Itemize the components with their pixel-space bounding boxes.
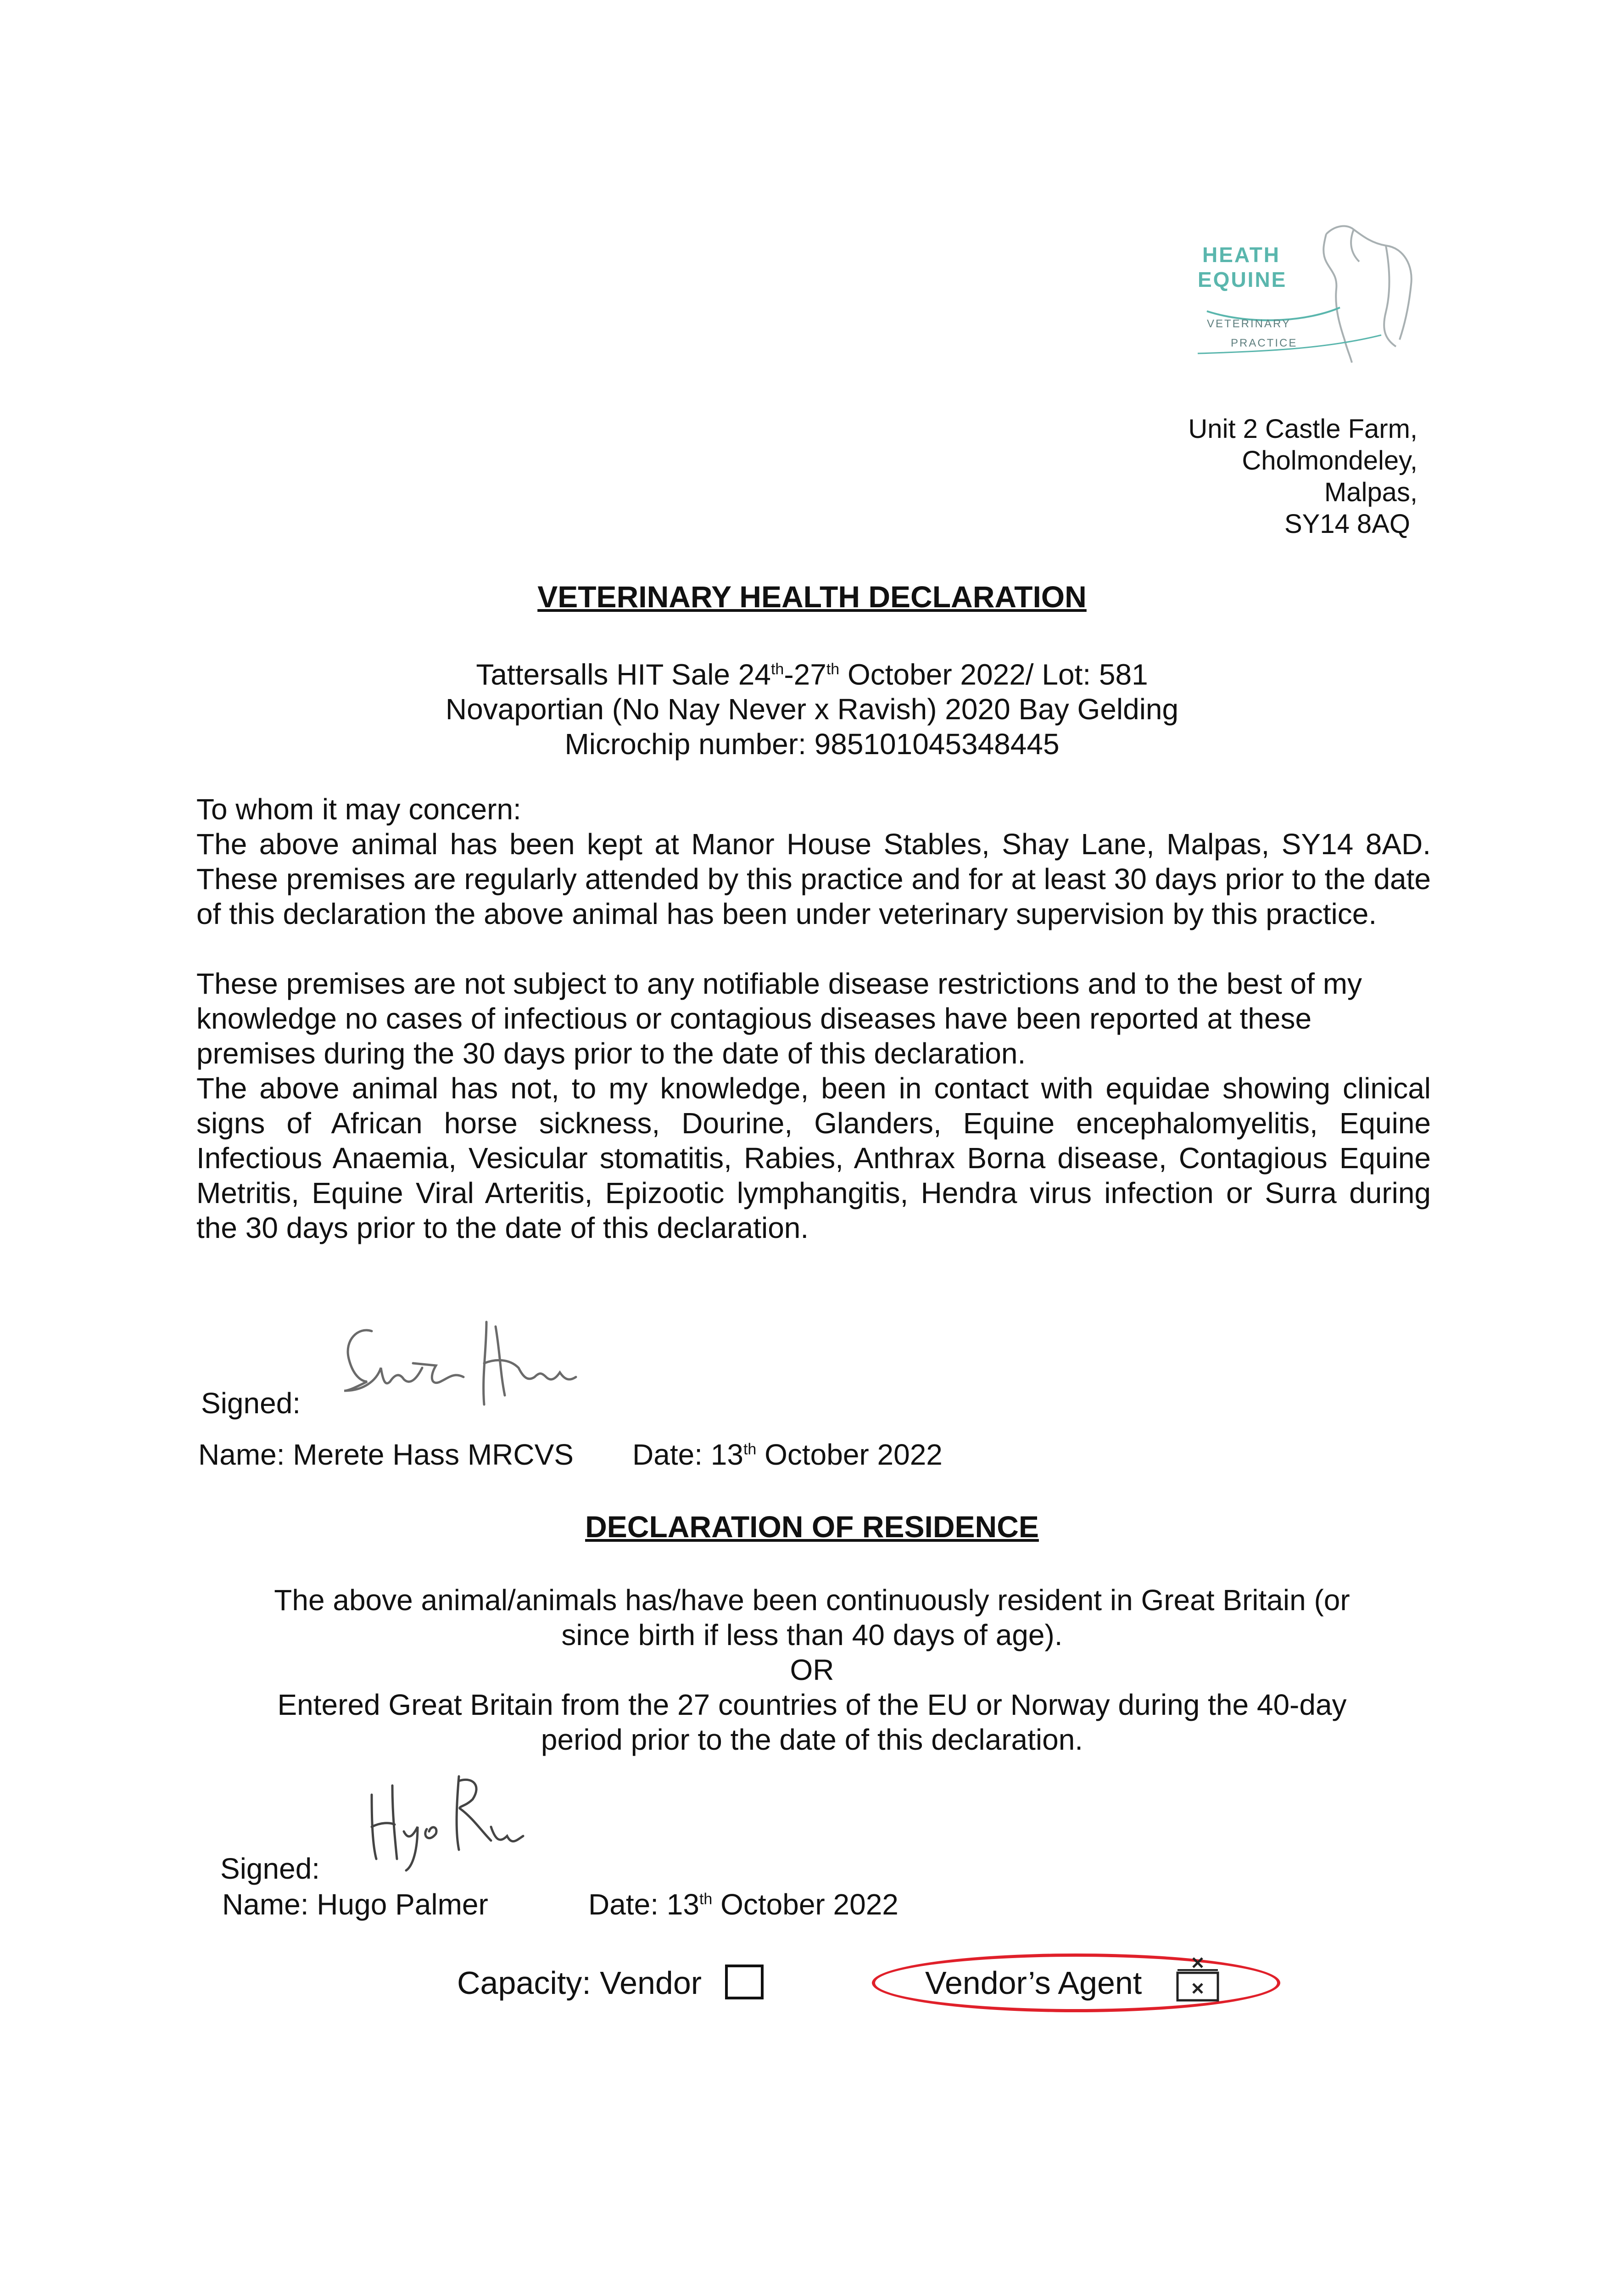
residence-or: OR xyxy=(790,1653,834,1686)
address-line: Cholmondeley, xyxy=(1242,446,1418,476)
residence-line: Entered Great Britain from the 27 countries of the EU or Norway during the 40-day xyxy=(277,1688,1347,1721)
sale-sup: th xyxy=(826,661,840,678)
sale-sup: th xyxy=(770,661,784,678)
salutation: To whom it may concern: xyxy=(196,793,521,826)
date-text: Date: 13 xyxy=(632,1438,743,1471)
date-sup: th xyxy=(743,1440,757,1458)
health-declaration-body xyxy=(196,792,1431,1245)
paragraph: The above animal has been kept at Manor House Stables, Shay Lane, Malpas, SY14 8AD. These premises are regularly attended by this practice and for at least 30 days prior to the date of this declaration the above animal has been under veterinary supervision by this practice. xyxy=(196,828,1431,930)
sale-text: -27 xyxy=(784,658,826,691)
signature-merete-hass xyxy=(330,1313,587,1414)
residence-date xyxy=(588,1887,899,1921)
sale-text: Tattersalls HIT Sale 24 xyxy=(476,658,771,691)
agent-label: Vendor’s Agent xyxy=(925,1965,1142,2001)
signature-hugo-palmer xyxy=(353,1767,528,1877)
horse-icon xyxy=(1189,216,1418,381)
capacity-label: Capacity: Vendor xyxy=(457,1965,702,2001)
vet-date xyxy=(632,1438,943,1472)
agent-checkbox[interactable] xyxy=(1173,1954,1223,2005)
date-sup: th xyxy=(699,1890,713,1908)
logo-veterinary-text: VETERINARY xyxy=(1207,318,1291,330)
vet-name: Name: Merete Hass MRCVS xyxy=(198,1438,574,1471)
residence-line: The above animal/animals has/have been continuously resident in Great Britain (or xyxy=(274,1584,1350,1617)
date-text: October 2022 xyxy=(712,1888,899,1921)
vendor-checkbox[interactable] xyxy=(725,1965,764,1999)
agent-name: Name: Hugo Palmer xyxy=(222,1888,488,1921)
paragraph: The above animal has not, to my knowledge, been in contact with equidae showing clinical signs of African horse sickness, Dourine, Glanders, Equine encephalomyelitis, Equine Infectious Anaemia, Vesicular stomatitis, Rabies, Anthrax Borna disease, Contagious Equine Metritis, Equine Viral Arteritis, Epizootic lymphangitis, Hendra virus infection or Surra during the 30 days prior to the date of this declaration. xyxy=(196,1072,1431,1244)
signed-label: Signed: xyxy=(201,1387,301,1420)
address-line: SY14 8AQ xyxy=(1284,509,1410,539)
sale-details xyxy=(0,652,1624,761)
practice-address xyxy=(1188,413,1418,540)
residence-line: since birth if less than 40 days of age). xyxy=(561,1618,1063,1651)
date-text: Date: 13 xyxy=(588,1888,699,1921)
paragraph: These premises are not subject to any notifiable disease restrictions and to the best of my knowledge no cases of infectious or contagious diseases have been reported at these premises during the 30 days prior to the date of this declaration. xyxy=(196,967,1362,1070)
horse-line: Novaportian (No Nay Never x Ravish) 2020 Bay Gelding xyxy=(445,693,1179,726)
logo-heath-text: HEATH xyxy=(1202,243,1281,267)
practice-logo xyxy=(1189,216,1418,381)
signed-label: Signed: xyxy=(220,1852,320,1885)
residence-declaration-title: DECLARATION OF RESIDENCE xyxy=(585,1510,1039,1544)
sale-line xyxy=(0,652,1624,692)
date-text: October 2022 xyxy=(756,1438,943,1471)
logo-equine-text: EQUINE xyxy=(1198,268,1287,291)
address-line: Malpas, xyxy=(1324,477,1418,507)
residence-line: period prior to the date of this declaration. xyxy=(541,1723,1083,1756)
health-declaration-title: VETERINARY HEALTH DECLARATION xyxy=(537,580,1087,614)
logo-practice-text: PRACTICE xyxy=(1231,337,1298,349)
residence-body xyxy=(0,1583,1624,1757)
sale-text: October 2022/ Lot: 581 xyxy=(839,658,1148,691)
address-line: Unit 2 Castle Farm, xyxy=(1188,414,1418,444)
microchip-line: Microchip number: 985101045348445 xyxy=(564,728,1060,761)
